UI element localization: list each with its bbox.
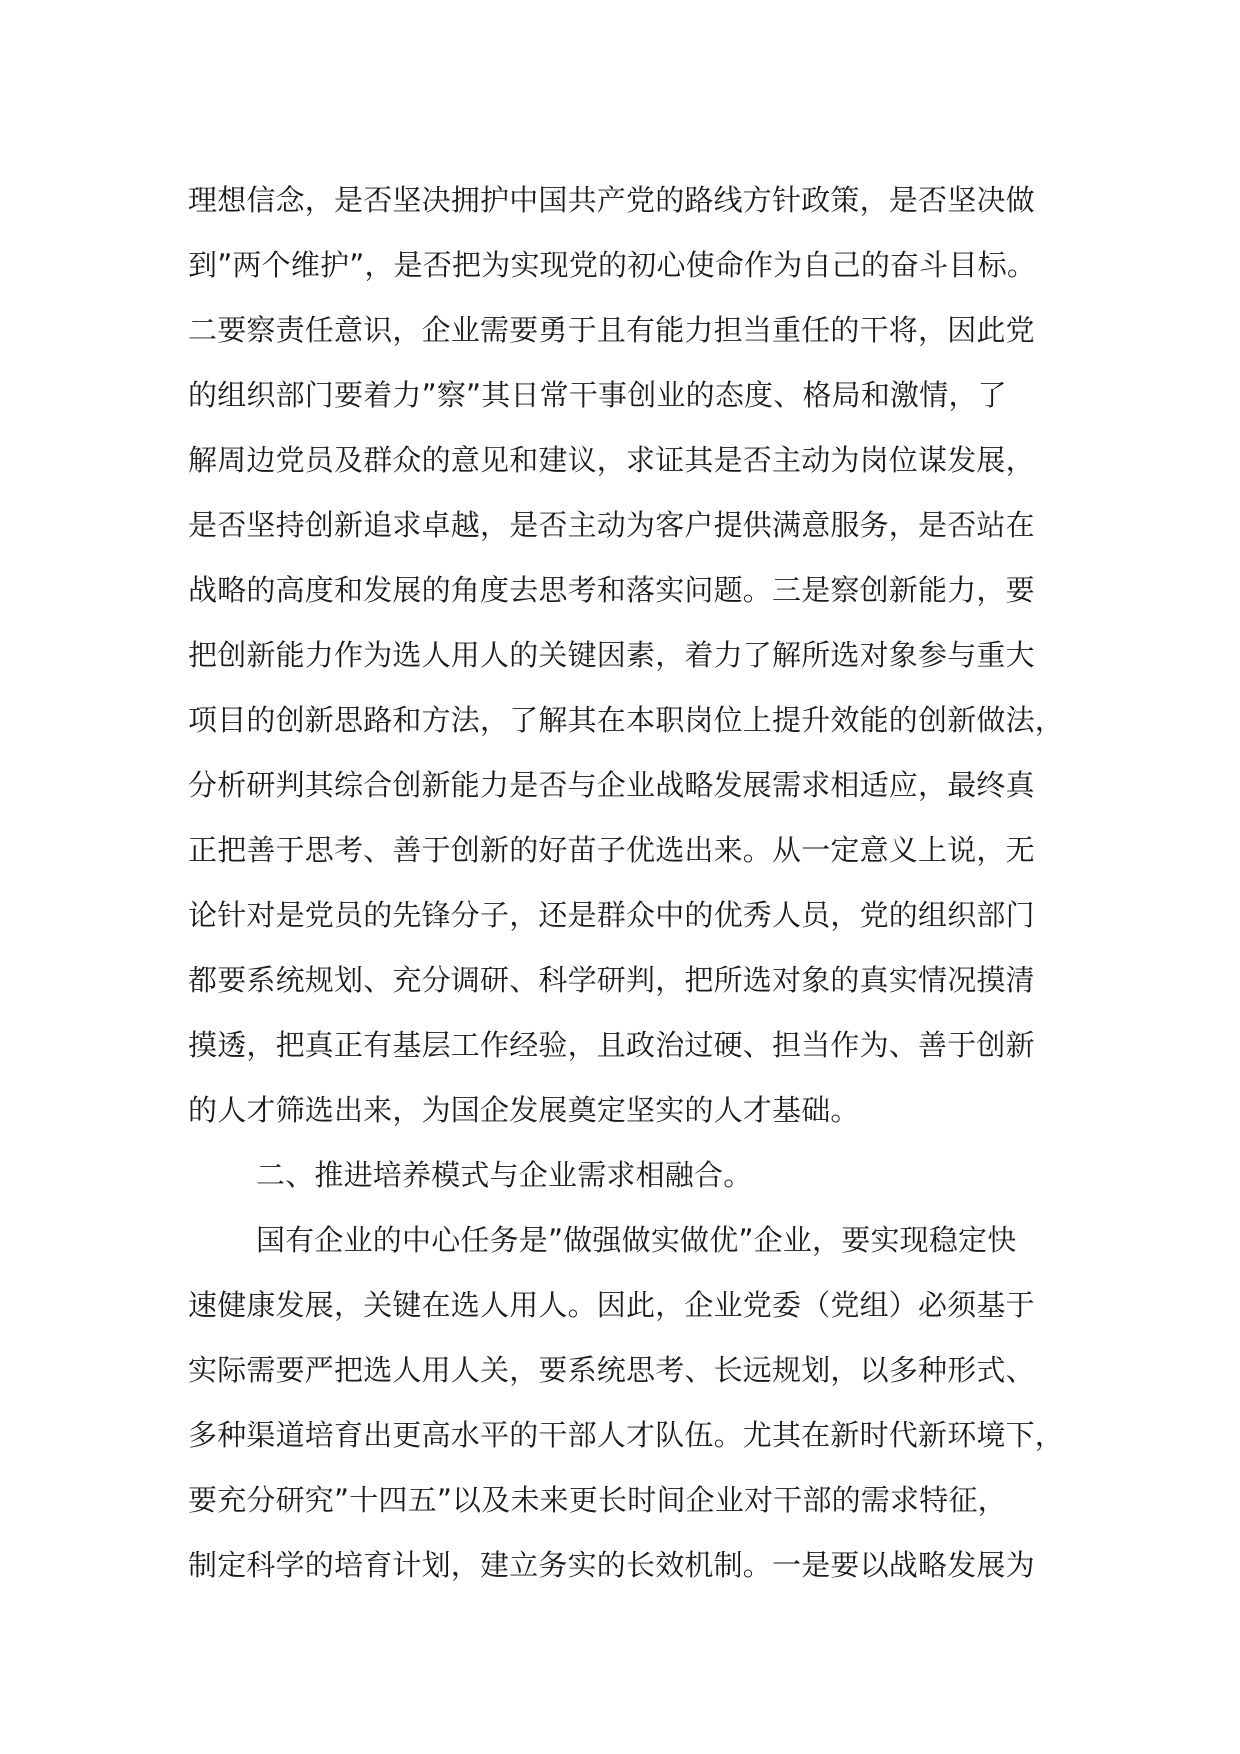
text-line: 多种渠道培育出更高水平的干部人才队伍。尤其在新时代新环境下， [188, 1418, 1065, 1452]
text-line: 解周边党员及群众的意见和建议，求证其是否主动为岗位谋发展， [188, 443, 1035, 477]
text-line: 制定科学的培育计划，建立务实的长效机制。一是要以战略发展为 [188, 1548, 1035, 1582]
text-line: 都要系统规划、充分调研、科学研判，把所选对象的真实情况摸清 [188, 963, 1035, 997]
section-heading: 二、推进培养模式与企业需求相融合。 [256, 1158, 753, 1192]
text-line: 摸透，把真正有基层工作经验，且政治过硬、担当作为、善于创新 [188, 1028, 1035, 1062]
text-line: 项目的创新思路和方法，了解其在本职岗位上提升效能的创新做法， [188, 703, 1065, 737]
text-line: 的组织部门要着力”察”其日常干事创业的态度、格局和激情，了 [188, 378, 1007, 412]
text-line: 理想信念，是否坚决拥护中国共产党的路线方针政策，是否坚决做 [188, 183, 1035, 217]
text-line: 正把善于思考、善于创新的好苗子优选出来。从一定意义上说，无 [188, 833, 1035, 867]
text-line: 到”两个维护”，是否把为实现党的初心使命作为自己的奋斗目标。 [188, 248, 1037, 282]
text-line: 是否坚持创新追求卓越，是否主动为客户提供满意服务，是否站在 [188, 508, 1035, 542]
text-line: 把创新能力作为选人用人的关键因素，着力了解所选对象参与重大 [188, 638, 1035, 672]
text-line: 要充分研究”十四五”以及未来更长时间企业对干部的需求特征， [188, 1483, 1007, 1517]
text-line: 速健康发展，关键在选人用人。因此，企业党委（党组）必须基于 [188, 1288, 1035, 1322]
text-line: 分析研判其综合创新能力是否与企业战略发展需求相适应，最终真 [188, 768, 1035, 802]
text-line: 的人才筛选出来，为国企发展奠定坚实的人才基础。 [188, 1093, 860, 1127]
text-line: 战略的高度和发展的角度去思考和落实问题。三是察创新能力，要 [188, 573, 1035, 607]
text-line: 论针对是党员的先锋分子，还是群众中的优秀人员，党的组织部门 [188, 898, 1035, 932]
text-line: 实际需要严把选人用人关，要系统思考、长远规划，以多种形式、 [188, 1353, 1035, 1387]
text-line: 国有企业的中心任务是”做强做实做优”企业，要实现稳定快 [256, 1223, 1017, 1257]
text-line: 二要察责任意识，企业需要勇于且有能力担当重任的干将，因此党 [188, 313, 1035, 347]
document-body [188, 168, 1088, 1598]
